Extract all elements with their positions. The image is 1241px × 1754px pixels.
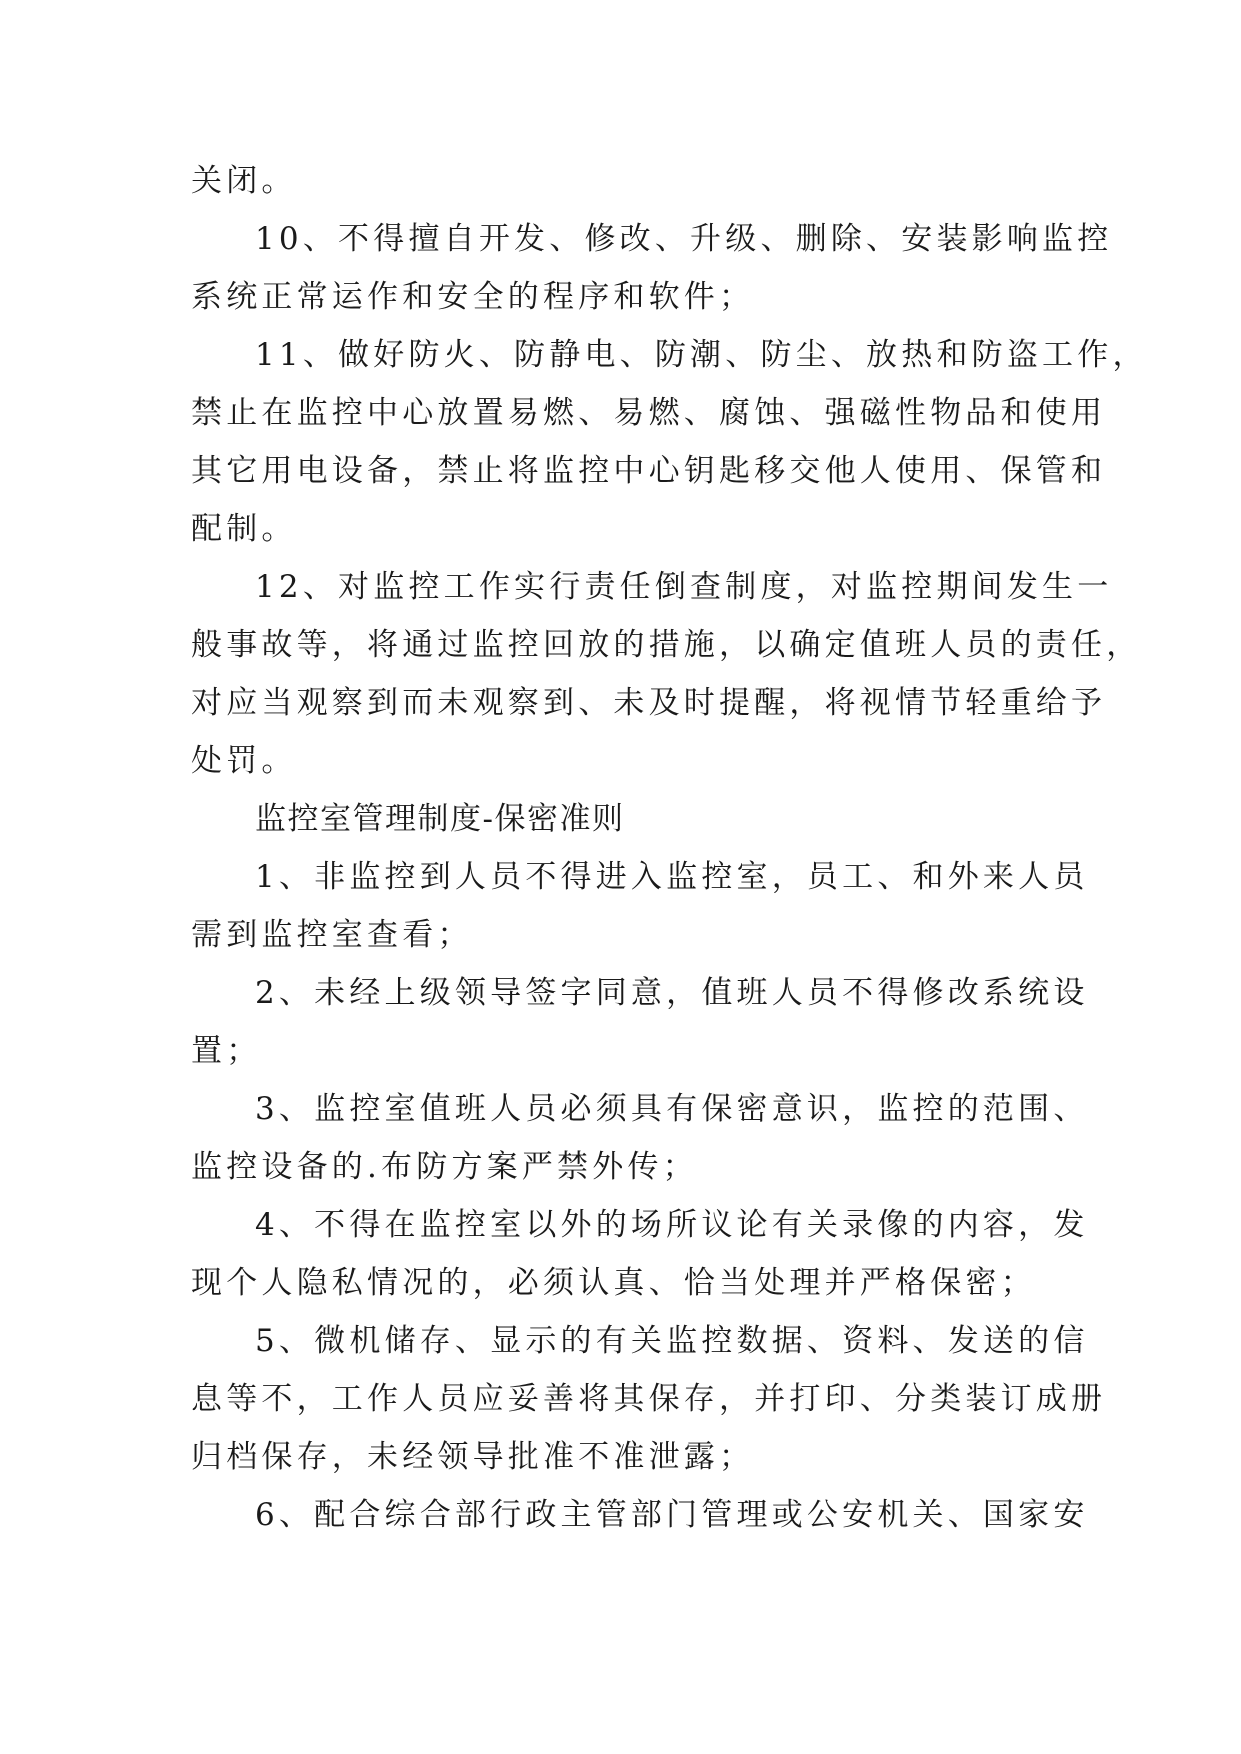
text-line: 归档保存，未经领导批准不准泄露； [191,1439,755,1475]
text-line: 系统正常运作和安全的程序和软件； [191,279,755,315]
confidentiality-rule-6-line: 6、配合综合部行政主管部门管理或公安机关、国家安 [255,1497,1089,1533]
text-line: 监控设备的.布防方案严禁外传； [191,1149,698,1185]
confidentiality-rule-2-line: 2、未经上级领导签字同意，值班人员不得修改系统设 [255,975,1089,1011]
confidentiality-rule-5-line: 5、微机储存、显示的有关监控数据、资料、发送的信 [255,1323,1089,1359]
document-body [191,152,1148,1544]
text-line: 现个人隐私情况的，必须认真、恰当处理并严格保密； [191,1265,1036,1301]
text-line: 般事故等，将通过监控回放的措施，以确定值班人员的责任， [191,627,1142,663]
text-line: 禁止在监控中心放置易燃、易燃、腐蚀、强磁性物品和使用 [191,395,1107,431]
text-line: 息等不，工作人员应妥善将其保存，并打印、分类装订成册 [191,1381,1107,1417]
text-line: 置； [191,1033,262,1069]
section-heading: 监控室管理制度-保密准则 [255,801,625,837]
text-line: 关闭。 [191,163,297,199]
confidentiality-rule-4-line: 4、不得在监控室以外的场所议论有关录像的内容，发 [255,1207,1089,1243]
text-line: 处罚。 [191,743,297,779]
rule-10-line: 10、不得擅自开发、修改、升级、删除、安装影响监控 [255,221,1113,257]
text-line: 配制。 [191,511,297,547]
rule-12-line: 12、对监控工作实行责任倒查制度，对监控期间发生一 [255,569,1113,605]
text-line: 对应当观察到而未观察到、未及时提醒，将视情节轻重给予 [191,685,1107,721]
confidentiality-rule-1-line: 1、非监控到人员不得进入监控室，员工、和外来人员 [255,859,1089,895]
confidentiality-rule-3-line: 3、监控室值班人员必须具有保密意识，监控的范围、 [255,1091,1089,1127]
text-line: 其它用电设备，禁止将监控中心钥匙移交他人使用、保管和 [191,453,1107,489]
text-line: 需到监控室查看； [191,917,473,953]
rule-11-line: 11、做好防火、防静电、防潮、防尘、放热和防盗工作， [255,337,1148,373]
